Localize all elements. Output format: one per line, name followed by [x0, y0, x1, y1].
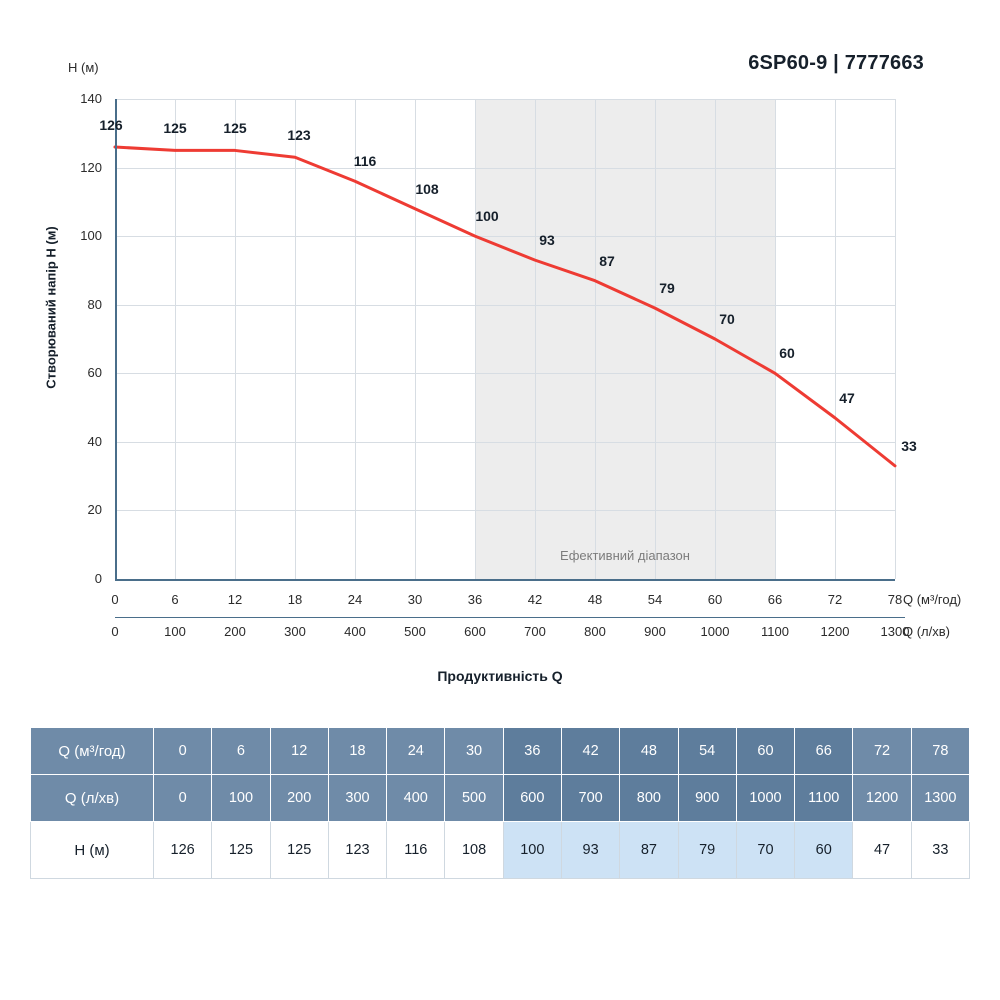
table-cell: 42	[561, 728, 619, 775]
x-tick-label-primary: 6	[171, 592, 179, 607]
data-point-label: 33	[901, 437, 917, 454]
x-tick-label-primary: 0	[111, 592, 119, 607]
table-cell: 100	[212, 775, 270, 822]
data-point-label: 47	[839, 389, 855, 406]
table-cell: 400	[387, 775, 445, 822]
table-cell: 60	[736, 728, 794, 775]
x-tick-label-primary: 48	[587, 592, 603, 607]
table-row	[31, 728, 970, 775]
table-cell: 126	[154, 822, 212, 879]
data-point-label: 125	[223, 120, 247, 137]
table-cell: 700	[561, 775, 619, 822]
chart-title: 6SP60-9 | 7777663	[748, 52, 924, 74]
x-tick-label-primary: 12	[227, 592, 243, 607]
x-tick-label-primary: 54	[647, 592, 663, 607]
data-point-label: 87	[599, 252, 615, 269]
x-tick-label-primary: 18	[287, 592, 303, 607]
x-tick-label-secondary: 1300	[880, 624, 910, 639]
table-cell: 108	[445, 822, 503, 879]
y-axis-unit-caption: H (м)	[68, 60, 99, 75]
table-cell: 0	[154, 728, 212, 775]
table-cell: 60	[795, 822, 853, 879]
effective-range-label: Ефективний діапазон	[560, 548, 690, 564]
table-cell: 200	[270, 775, 328, 822]
x-axis-secondary-ticks	[0, 624, 1000, 646]
table-cell: 500	[445, 775, 503, 822]
y-tick-label: 0	[94, 571, 102, 586]
y-tick-label: 80	[87, 296, 102, 312]
table-row	[31, 775, 970, 822]
y-tick-label: 20	[87, 502, 102, 518]
x-axis-primary-ticks	[0, 592, 1000, 614]
table-cell: 125	[270, 822, 328, 879]
y-tick-label: 60	[87, 365, 102, 381]
table-cell: 800	[620, 775, 678, 822]
table-row-label: Q (л/хв)	[31, 775, 154, 822]
performance-table	[30, 727, 970, 879]
table-cell: 72	[853, 728, 911, 775]
table-cell: 79	[678, 822, 736, 879]
data-point-label: 123	[287, 127, 311, 144]
data-point-label: 93	[539, 232, 555, 249]
x-tick-label-primary: 36	[467, 592, 483, 607]
table-cell: 47	[853, 822, 911, 879]
data-point-label: 126	[99, 117, 123, 133]
table-row-label: Q (м³/год)	[31, 728, 154, 775]
table-row-label: H (м)	[31, 822, 154, 879]
table-row	[31, 822, 970, 879]
x-axis-primary-unit: Q (м³/год)	[903, 592, 962, 607]
table-cell: 300	[328, 775, 386, 822]
table-cell: 66	[795, 728, 853, 775]
table-cell: 87	[620, 822, 678, 879]
x-tick-label-secondary: 1200	[820, 624, 850, 639]
table-cell: 1200	[853, 775, 911, 822]
table-cell: 6	[212, 728, 270, 775]
y-axis-line	[115, 99, 117, 580]
x-tick-label-secondary: 900	[644, 624, 666, 639]
table-cell: 0	[154, 775, 212, 822]
x-tick-label-primary: 78	[887, 592, 903, 607]
x-tick-label-secondary: 200	[224, 624, 246, 639]
x-tick-label-primary: 24	[347, 592, 363, 607]
x-tick-label-secondary: 300	[284, 624, 306, 639]
table-cell: 600	[503, 775, 561, 822]
x-tick-label-secondary: 800	[584, 624, 606, 639]
table-cell: 24	[387, 728, 445, 775]
data-point-label: 79	[659, 280, 675, 297]
table-cell: 1300	[911, 775, 969, 822]
table-cell: 1100	[795, 775, 853, 822]
x-axis-title: Продуктивність Q	[437, 668, 563, 684]
grid-line-vertical	[895, 99, 896, 579]
table-cell: 48	[620, 728, 678, 775]
data-point-label: 100	[475, 208, 499, 225]
x-tick-label-secondary: 1100	[761, 624, 789, 639]
data-point-label: 116	[353, 153, 377, 170]
plot-area	[115, 99, 895, 579]
table-cell: 78	[911, 728, 969, 775]
x-axis-secondary-unit: Q (л/хв)	[903, 624, 950, 639]
x-tick-label-secondary: 600	[464, 624, 486, 639]
x-tick-label-secondary: 0	[111, 624, 119, 639]
table-cell: 900	[678, 775, 736, 822]
data-point-label: 108	[415, 180, 439, 197]
x-tick-label-secondary: 700	[524, 624, 546, 639]
y-axis-title: Створюваний напір H (м)	[43, 226, 59, 389]
y-tick-label: 140	[80, 91, 102, 106]
table-cell: 30	[445, 728, 503, 775]
y-tick-label: 100	[80, 228, 102, 244]
table-cell: 12	[270, 728, 328, 775]
y-tick-label: 40	[87, 433, 102, 449]
x-tick-label-secondary: 500	[404, 624, 426, 639]
table-cell: 93	[561, 822, 619, 879]
x-tick-label-primary: 72	[827, 592, 843, 607]
x-tick-label-secondary: 1000	[700, 624, 730, 639]
x-tick-label-secondary: 100	[164, 624, 186, 639]
table-cell: 18	[328, 728, 386, 775]
table-cell: 100	[503, 822, 561, 879]
pump-curve	[115, 99, 895, 579]
x-tick-label-primary: 60	[707, 592, 723, 607]
x-tick-label-primary: 42	[527, 592, 543, 607]
table-cell: 54	[678, 728, 736, 775]
table-cell: 33	[911, 822, 969, 879]
data-point-label: 125	[163, 120, 187, 137]
table-cell: 116	[387, 822, 445, 879]
y-tick-label: 120	[80, 159, 102, 175]
x-tick-label-secondary: 400	[344, 624, 366, 639]
data-point-label: 70	[719, 311, 735, 327]
table-cell: 125	[212, 822, 270, 879]
x-tick-label-primary: 30	[407, 592, 423, 607]
x-tick-label-primary: 66	[767, 592, 783, 607]
x-axis-line	[115, 579, 895, 581]
table-cell: 36	[503, 728, 561, 775]
table-cell: 70	[736, 822, 794, 879]
table-cell: 123	[328, 822, 386, 879]
table-cell: 1000	[736, 775, 794, 822]
data-point-label: 60	[779, 345, 795, 362]
x-axis-separator-line	[115, 617, 905, 618]
